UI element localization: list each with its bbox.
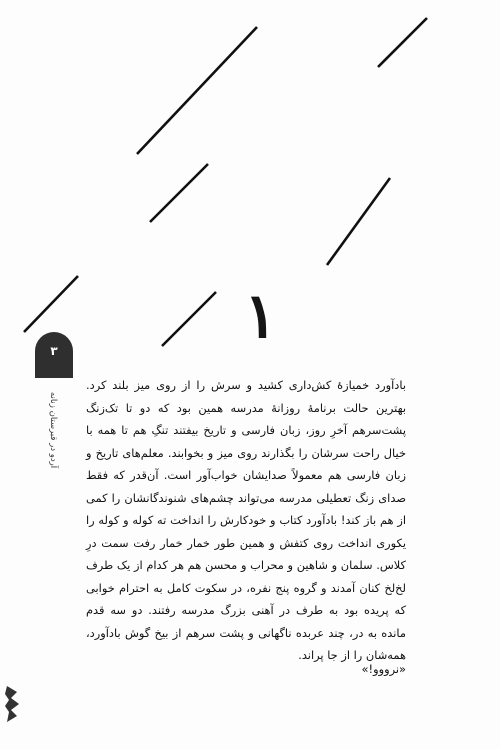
diagonal-line	[24, 276, 78, 332]
diagonal-line	[137, 27, 257, 154]
publisher-logo-icon	[3, 684, 25, 724]
page-number: ۳	[50, 344, 58, 358]
paragraph: بادآورد خمیازهٔ کش‌داری کشید و سرش را از روی میز بلند کرد. بهترین حالت برنامهٔ روزانهٔ مدرسه همین بود که دو تا تک‌زنگ پشت‌سرهم آخرِ روز، زبان فارسی و تاریخ بیفتند تنگِ هم تا همه با خیال راحت سرشان را بگذارند روی میز و بخوابند. معلم‌های تاریخ و زبان فارسی هم معمولاً صدایشان خواب‌آور است. آن‌قدر که فقط صدای زنگ تعطیلی مدرسه می‌تواند چشم‌های شنوندگانشان را کمی از هم باز کند! بادآورد کتاب و خودکارش را انداخت ته کوله و کوله را یکوری انداخت روی کتفش و همین طور خمار خمار رفت سمت درِ کلاس. سلمان و شاهین و محراب و محسن هم هر کدام از یک طرف لخ‌لخ کنان آمدند و گروه پنج نفره، در سکوت کامل به احترام خوابی که پریده بود به طرف در آهنی بزرگ مدرسه رفتند. دو سه قدم مانده به در، چند عربده ناگهانی و پشت سرهم از بیخ گوش بادآورد، همه‌شان را از جا پراند.	[86, 378, 406, 662]
diagonal-line	[327, 178, 390, 265]
dialogue-quote: «نرووو!»	[361, 662, 406, 676]
diagonal-line	[162, 292, 216, 346]
running-head: آردو در قبرستان زنانه	[48, 391, 58, 469]
page-number-tab	[35, 332, 73, 378]
diagonal-line	[150, 164, 208, 222]
chapter-number: ۱	[244, 279, 278, 352]
body-text	[86, 374, 406, 667]
diagonal-line	[378, 18, 427, 67]
